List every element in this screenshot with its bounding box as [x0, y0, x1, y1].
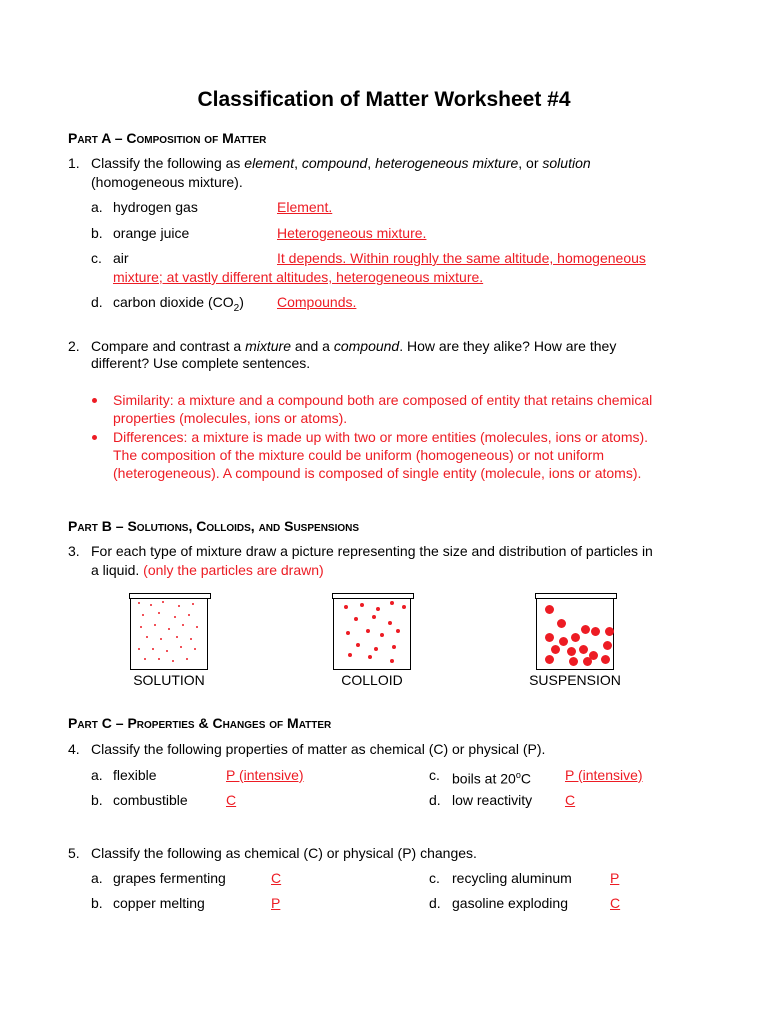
particle [581, 625, 590, 634]
particle [152, 648, 154, 650]
part-c-heading: Part C – Properties & Changes of Matter [68, 715, 332, 731]
particle [374, 647, 378, 651]
q1a-label: hydrogen gas [113, 199, 198, 215]
q5c-letter: c. [429, 870, 440, 886]
q4c-answer: P (intensive) [565, 767, 643, 783]
q2-similarity-line2: properties (molecules, ions or atoms). [113, 410, 348, 426]
particle [146, 636, 148, 638]
q4a-letter: a. [91, 767, 103, 783]
particle [346, 631, 350, 635]
particle [186, 658, 188, 660]
q2-number: 2. [68, 338, 80, 354]
particle [138, 602, 140, 604]
particle [144, 658, 146, 660]
solution-caption: SOLUTION [133, 672, 205, 688]
particle [140, 626, 142, 628]
particle [571, 633, 580, 642]
q4a-answer: P (intensive) [226, 767, 304, 783]
q4c-letter: c. [429, 767, 440, 783]
particle [182, 624, 184, 626]
particle [569, 657, 578, 666]
suspension-beaker [536, 593, 614, 670]
particle [368, 655, 372, 659]
q1a-answer: Element. [277, 199, 333, 215]
q1b-label: orange juice [113, 225, 190, 241]
q4-text: Classify the following properties of matter as chemical (C) or physical (P). [91, 741, 546, 757]
particle [601, 655, 610, 664]
particle [166, 650, 168, 652]
q2-text: Compare and contrast a mixture and a compound. How are they alike? How are they [91, 338, 617, 354]
particle [150, 604, 152, 606]
q1-text: Classify the following as element, compound, heterogeneous mixture, or solution [91, 155, 591, 171]
q5b-answer: P [271, 895, 281, 911]
q4a-label: flexible [113, 767, 157, 783]
particle [174, 616, 176, 618]
q5a-answer: C [271, 870, 282, 886]
particle [388, 621, 392, 625]
beaker-rim [332, 593, 414, 599]
q1c-answer: It depends. Within roughly the same altitude, homogeneous [277, 250, 646, 266]
q5d-letter: d. [429, 895, 441, 911]
particle [354, 617, 358, 621]
q1d-letter: d. [91, 294, 103, 310]
q2-differences-line2: The composition of the mixture could be uniform (homogeneous) or not uniform [113, 447, 605, 463]
particle [396, 629, 400, 633]
particle [188, 614, 190, 616]
particle [172, 660, 174, 662]
particle [551, 645, 560, 654]
q2-differences-line1: Differences: a mixture is made up with two or more entities (molecules, ions or atoms). [113, 429, 649, 445]
q5a-label: grapes fermenting [113, 870, 226, 886]
part-a-heading: Part A – Composition of Matter [68, 130, 267, 146]
particle [192, 603, 194, 605]
q2-text-line2: different? Use complete sentences. [91, 355, 311, 371]
particle [194, 648, 196, 650]
q1d-label: carbon dioxide $(CO_2)$ [113, 294, 244, 314]
q5c-label: recycling aluminum [452, 870, 572, 886]
particle [190, 638, 192, 640]
q5d-answer: C [610, 895, 621, 911]
q1-text-line2: (homogeneous mixture). [91, 174, 243, 190]
q5-number: 5. [68, 845, 80, 861]
q1-number: 1. [68, 155, 80, 171]
q1c-label: air [113, 250, 129, 266]
particle [579, 645, 588, 654]
q4d-letter: d. [429, 792, 441, 808]
q1c-letter: c. [91, 250, 102, 266]
q1a-letter: a. [91, 199, 103, 215]
particle [559, 637, 568, 646]
q4d-label: low reactivity [452, 792, 533, 808]
colloid-caption: COLLOID [341, 672, 403, 688]
particle [160, 638, 162, 640]
particle [162, 601, 164, 603]
colloid-beaker [333, 593, 411, 670]
q4b-letter: b. [91, 792, 103, 808]
particle [390, 601, 394, 605]
q1b-answer: Heterogeneous mixture. [277, 225, 427, 241]
beaker-rim [129, 593, 211, 599]
particle [372, 615, 376, 619]
part-b-heading: Part B – Solutions, Colloids, and Suspensions [68, 518, 360, 534]
q3-text-line1: For each type of mixture draw a picture representing the size and distribution of particles in [91, 543, 653, 559]
solution-beaker [130, 593, 208, 670]
q4-number: 4. [68, 741, 80, 757]
particle [392, 645, 396, 649]
particle [603, 641, 612, 650]
q4b-label: combustible [113, 792, 188, 808]
particle [176, 636, 178, 638]
particle [545, 605, 554, 614]
beaker-rim [535, 593, 617, 599]
particle [158, 612, 160, 614]
page-title: Classification of Matter Worksheet #4 [197, 88, 571, 111]
particle [180, 646, 182, 648]
particle [390, 659, 394, 663]
suspension-caption: SUSPENSION [529, 672, 621, 688]
q4b-answer: C [226, 792, 237, 808]
q5b-label: copper melting [113, 895, 205, 911]
particle [360, 603, 364, 607]
q4d-answer: C [565, 792, 576, 808]
q5b-letter: b. [91, 895, 103, 911]
particle [605, 627, 614, 636]
particle [142, 614, 144, 616]
q1b-letter: b. [91, 225, 103, 241]
particle [366, 629, 370, 633]
particle [545, 655, 554, 664]
particle [376, 607, 380, 611]
q2-similarity-line1: Similarity: a mixture and a compound both are composed of entity that retains chemical [113, 392, 653, 408]
q4c-label: boils at 20$^o$C [452, 770, 531, 787]
particle [591, 627, 600, 636]
bullet-dot [92, 435, 97, 440]
particle [348, 653, 352, 657]
particle [344, 605, 348, 609]
bullet-dot [92, 398, 97, 403]
particle [356, 643, 360, 647]
q2-differences-line3: (heterogeneous). A compound is composed of single entity (molecule, ions or atoms). [113, 465, 642, 481]
particle [138, 648, 140, 650]
q5d-label: gasoline exploding [452, 895, 568, 911]
particle [545, 633, 554, 642]
particle [158, 658, 160, 660]
particle [196, 626, 198, 628]
q3-text-line2: a liquid. (only the particles are drawn) [91, 562, 324, 578]
particle [154, 624, 156, 626]
particle [380, 633, 384, 637]
q3-number: 3. [68, 543, 80, 559]
q1d-answer: Compounds. [277, 294, 357, 310]
particle [557, 619, 566, 628]
particle [168, 628, 170, 630]
q5a-letter: a. [91, 870, 103, 886]
particle [178, 605, 180, 607]
q5c-answer: P [610, 870, 620, 886]
particle [567, 647, 576, 656]
q5-text: Classify the following as chemical (C) or physical (P) changes. [91, 845, 477, 861]
particle [583, 657, 592, 666]
particle [402, 605, 406, 609]
q1c-answer-line2: mixture; at vastly different altitudes, heterogeneous mixture. [113, 269, 484, 285]
